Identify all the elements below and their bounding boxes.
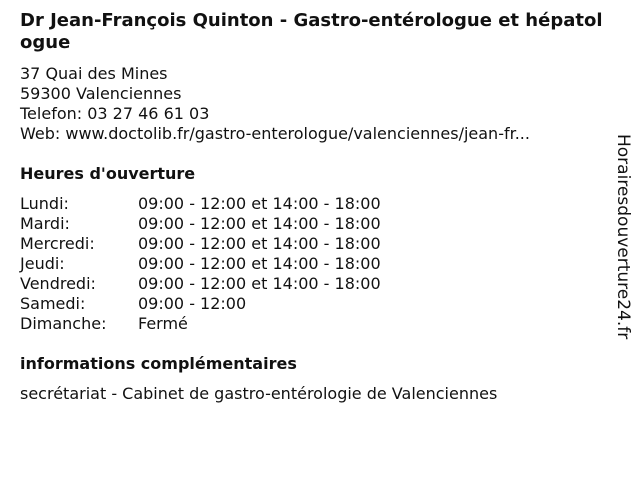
hours-row-thursday	[20, 254, 381, 274]
day-hours: 09:00 - 12:00 et 14:00 - 18:00	[138, 274, 381, 293]
site-watermark	[612, 134, 636, 374]
address-block	[20, 64, 600, 144]
day-hours: 09:00 - 12:00 et 14:00 - 18:00	[138, 254, 381, 273]
additional-info-text: secrétariat - Cabinet de gastro-entérologie de Valenciennes	[20, 384, 498, 403]
practice-title: Dr Jean-François Quinton - Gastro-entérologue et hépatologue	[20, 10, 603, 53]
opening-hours-table	[20, 194, 381, 334]
day-label: Jeudi:	[20, 254, 65, 273]
day-label: Lundi:	[20, 194, 69, 213]
day-label: Vendredi:	[20, 274, 96, 293]
day-label: Samedi:	[20, 294, 86, 313]
day-hours: 09:00 - 12:00 et 14:00 - 18:00	[138, 234, 381, 253]
hours-row-friday	[20, 274, 381, 294]
watermark-text: Horairesdouverture24.fr	[613, 134, 633, 340]
hours-row-sunday	[20, 314, 381, 334]
opening-hours-heading: Heures d'ouverture	[20, 164, 196, 183]
street-address: 37 Quai des Mines	[20, 64, 168, 83]
city-postcode: 59300 Valenciennes	[20, 84, 182, 103]
day-hours: 09:00 - 12:00	[138, 294, 247, 313]
website-url: Web: www.doctolib.fr/gastro-enterologue/valenciennes/jean-fr...	[20, 124, 530, 143]
day-label: Dimanche:	[20, 314, 107, 333]
day-label: Mercredi:	[20, 234, 95, 253]
day-hours: 09:00 - 12:00 et 14:00 - 18:00	[138, 214, 381, 233]
phone-number: Telefon: 03 27 46 61 03	[20, 104, 210, 123]
hours-row-saturday	[20, 294, 381, 314]
hours-row-wednesday	[20, 234, 381, 254]
day-hours: 09:00 - 12:00 et 14:00 - 18:00	[138, 194, 381, 213]
hours-row-tuesday	[20, 214, 381, 234]
day-label: Mardi:	[20, 214, 70, 233]
additional-info-heading: informations complémentaires	[20, 354, 297, 373]
day-hours: Fermé	[138, 314, 188, 333]
hours-row-monday	[20, 194, 381, 214]
